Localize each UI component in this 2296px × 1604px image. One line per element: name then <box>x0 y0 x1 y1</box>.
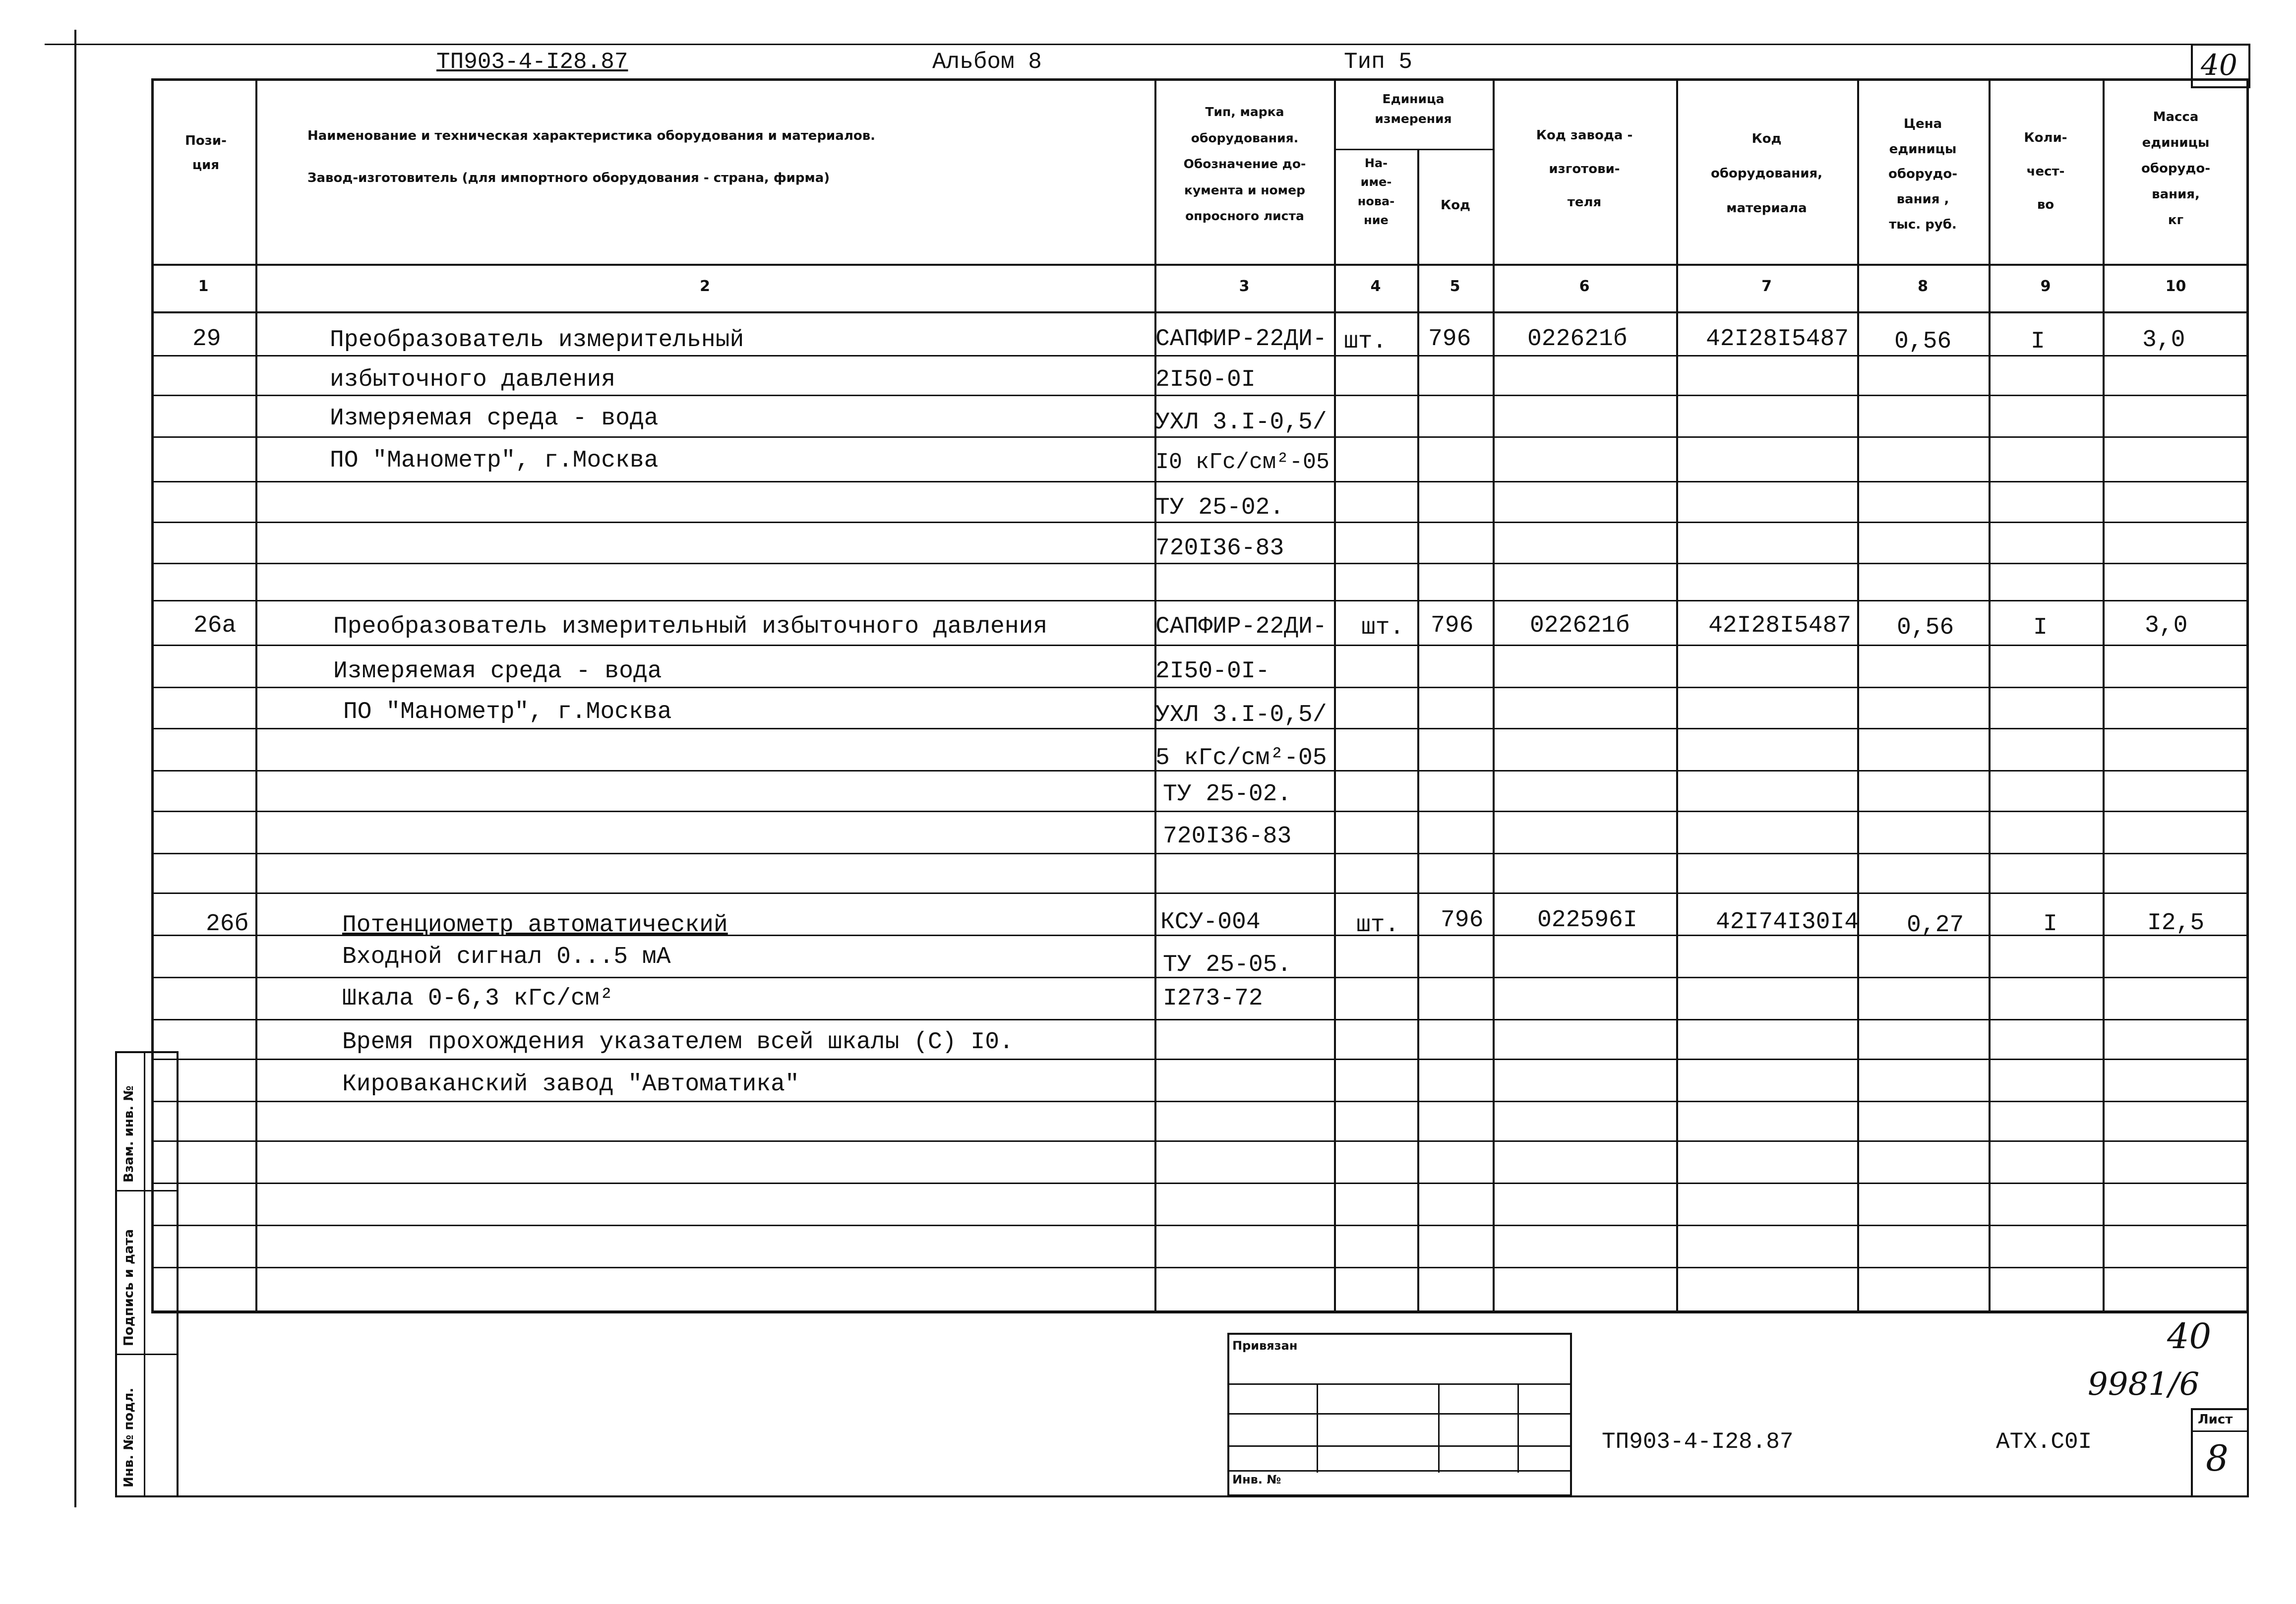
side-label-replace: Взам. инв. № <box>121 1085 136 1183</box>
type-label: Тип 5 <box>1344 49 1413 75</box>
inv-no-label: Инв. № <box>1232 1473 1281 1486</box>
row-line <box>151 395 2249 396</box>
header-col-1: Пози- ция <box>185 133 227 173</box>
row1-name-0: Преобразователь измерительный <box>330 327 744 354</box>
header-divider <box>151 264 2249 266</box>
row2-type-5: 720І36-83 <box>1163 823 1292 850</box>
title-doc-code: ТП903-4-І28.87 <box>1602 1429 1794 1455</box>
col-sep-7 <box>1857 78 1859 1313</box>
col-sep-8 <box>1989 78 1991 1313</box>
row2-equip-code: 42І28І5487 <box>1708 612 1852 639</box>
row2-qty: І <box>2033 614 2048 641</box>
row3-name-2: Шкала 0-6,3 кГс/см² <box>342 985 614 1012</box>
row2-type-3: 5 кГс/см²-05 <box>1155 745 1327 772</box>
row-line <box>151 892 2249 894</box>
sheet-label: Лист <box>2198 1412 2233 1427</box>
sheet-box-divider <box>2191 1430 2249 1432</box>
header-col-3: Тип, марка оборудования. Обозначение до- кумента и номер опросного листа <box>1183 105 1306 223</box>
header-col-6: Код завода - изготови- теля <box>1536 128 1633 210</box>
doc-code-top: ТП903-4-І28.87 <box>436 49 628 75</box>
sheet-number: 8 <box>2206 1437 2229 1479</box>
row3-plant-code: 022596І <box>1537 907 1637 934</box>
row2-type-2: УХЛ 3.І-0,5/ <box>1155 702 1327 728</box>
row2-name-2: ПО "Манометр", г.Москва <box>343 699 672 725</box>
row-line <box>151 522 2249 523</box>
row2-type-1: 2І50-0І- <box>1155 658 1270 685</box>
row3-type-0: КСУ-004 <box>1160 909 1261 936</box>
header-col-10: Масса единицы оборудо- вания, кг <box>2141 110 2211 228</box>
row2-unit-code: 796 <box>1431 612 1474 639</box>
row-line <box>151 600 2249 601</box>
row-line <box>151 1225 2249 1226</box>
row3-name-4: Кироваканский завод "Автоматика" <box>342 1071 799 1098</box>
row-line <box>151 1140 2249 1142</box>
side-label-inv: Инв. № подл. <box>121 1387 136 1487</box>
attached-row-1 <box>1227 1383 1572 1385</box>
colnum-7: 7 <box>1761 278 1772 295</box>
attached-row-3 <box>1227 1445 1572 1447</box>
row-line <box>151 355 2249 356</box>
row-line <box>151 1019 2249 1020</box>
unit-subheader-line <box>1334 149 1493 150</box>
row1-name-2: Измеряемая среда - вода <box>330 405 659 432</box>
row-line <box>151 645 2249 646</box>
col-sep-4 <box>1417 149 1419 1313</box>
colnum-3: 3 <box>1239 278 1250 295</box>
row1-type-4: ТУ 25-02. <box>1155 494 1284 521</box>
row3-qty: І <box>2043 911 2057 938</box>
row1-mass: 3,0 <box>2142 327 2185 354</box>
row-line <box>151 811 2249 812</box>
header-col-45: Единица измерения <box>1375 92 1452 126</box>
row1-type-5: 720І36-83 <box>1155 535 1284 562</box>
album-label: Альбом 8 <box>932 49 1042 75</box>
row1-plant-code: 022621б <box>1527 326 1628 353</box>
row2-type-0: САПФИР-22ДИ- <box>1155 613 1327 640</box>
side-stamp-row-1 <box>115 1190 179 1191</box>
row2-price: 0,56 <box>1897 614 1954 641</box>
row-line <box>151 1267 2249 1268</box>
row3-pos: 26б <box>206 911 249 938</box>
row3-unit: шт. <box>1356 912 1399 939</box>
colnum-1: 1 <box>198 278 209 295</box>
colnum-5: 5 <box>1450 278 1460 295</box>
header-col-9: Коли- чест- во <box>2024 130 2067 213</box>
colnum-4: 4 <box>1370 278 1381 295</box>
col-sep-5 <box>1493 78 1495 1313</box>
row3-equip-code: 42І74І30І4 <box>1716 909 1859 936</box>
row-line <box>151 1183 2249 1184</box>
header-col-2-line2: Завод-изготовитель (для импортного оборудования - страна, фирма) <box>307 171 830 185</box>
row-line <box>151 1059 2249 1060</box>
side-label-sign: Подпись и дата <box>121 1229 136 1346</box>
row-line <box>151 563 2249 564</box>
col-sep-6 <box>1676 78 1678 1313</box>
row1-equip-code: 42І28І5487 <box>1706 326 1849 353</box>
row1-price: 0,56 <box>1894 328 1952 355</box>
row2-type-4: ТУ 25-02. <box>1163 781 1292 808</box>
col-sep-9 <box>2103 78 2105 1313</box>
row2-unit: шт. <box>1361 614 1404 641</box>
page-number-hand: 40 <box>2201 48 2237 82</box>
hand-number-40: 40 <box>2167 1316 2212 1357</box>
col-sep-2 <box>1154 78 1156 1313</box>
row-line <box>151 436 2249 438</box>
row1-pos: 29 <box>192 326 221 353</box>
colnum-9: 9 <box>2040 278 2051 295</box>
colnum-2: 2 <box>700 278 710 295</box>
outer-left-border <box>74 30 76 1507</box>
colnum-divider <box>151 311 2249 313</box>
row3-mass: І2,5 <box>2147 910 2205 937</box>
attached-col-1 <box>1317 1383 1318 1473</box>
row1-type-0: САПФИР-22ДИ- <box>1155 326 1327 353</box>
col-sep-3 <box>1334 78 1336 1313</box>
row1-unit-code: 796 <box>1428 326 1471 353</box>
row3-name-1: Входной сигнал 0...5 мА <box>342 944 671 970</box>
row-line <box>151 853 2249 854</box>
row1-type-3: І0 кГс/см²-05 <box>1155 450 1330 475</box>
side-stamp-divider <box>144 1051 145 1497</box>
colnum-8: 8 <box>1918 278 1928 295</box>
attached-col-2 <box>1438 1383 1440 1473</box>
row-line <box>151 687 2249 688</box>
row2-pos: 26а <box>193 612 237 639</box>
row1-type-1: 2І50-0І <box>1155 366 1256 393</box>
row1-unit: шт. <box>1344 328 1387 355</box>
outer-top-border <box>45 44 2192 45</box>
row2-name-1: Измеряемая среда - вода <box>333 658 662 685</box>
row1-type-2: УХЛ 3.І-0,5/ <box>1155 409 1327 436</box>
attached-row-4 <box>1227 1470 1572 1472</box>
title-block-bottom <box>115 1495 2249 1497</box>
title-doc-mark: АТХ.С0І <box>1996 1429 2092 1455</box>
col-sep-1 <box>255 78 257 1313</box>
header-col-2-line1: Наименование и техническая характеристика оборудования и материалов. <box>307 128 876 143</box>
header-col-4: На- име- нова- ние <box>1357 156 1395 228</box>
colnum-6: 6 <box>1579 278 1590 295</box>
header-col-8: Цена единицы оборудо- вания , тыс. руб. <box>1888 117 1958 232</box>
side-stamp-row-2 <box>115 1354 179 1355</box>
attached-box <box>1227 1333 1572 1496</box>
row3-name-0: Потенциометр автоматический <box>342 912 728 939</box>
row-line <box>151 481 2249 482</box>
attached-label: Привязан <box>1232 1339 1298 1353</box>
header-col-7: Код оборудования, материала <box>1710 131 1823 216</box>
row-line <box>151 1101 2249 1102</box>
row3-type-2: І273-72 <box>1163 985 1263 1012</box>
row2-name-0: Преобразователь измерительный избыточного давления <box>333 613 1048 640</box>
attached-row-2 <box>1227 1413 1572 1415</box>
row3-type-1: ТУ 25-05. <box>1163 951 1292 978</box>
row1-name-3: ПО "Манометр", г.Москва <box>330 447 659 474</box>
row3-price: 0,27 <box>1907 912 1964 939</box>
attached-col-3 <box>1517 1383 1519 1473</box>
row1-qty: І <box>2031 328 2045 355</box>
row3-unit-code: 796 <box>1441 907 1484 934</box>
table-bottom-line <box>151 1311 2249 1313</box>
row2-mass: 3,0 <box>2145 612 2188 639</box>
colnum-10: 10 <box>2165 278 2186 295</box>
hand-number-9981: 9981/6 <box>2088 1366 2200 1403</box>
row3-name-3: Время прохождения указателем всей шкалы (С) І0. <box>342 1029 1014 1056</box>
header-col-5: Код <box>1440 198 1471 213</box>
row1-name-1: избыточного давления <box>330 366 616 393</box>
row2-plant-code: 022621б <box>1530 612 1630 639</box>
